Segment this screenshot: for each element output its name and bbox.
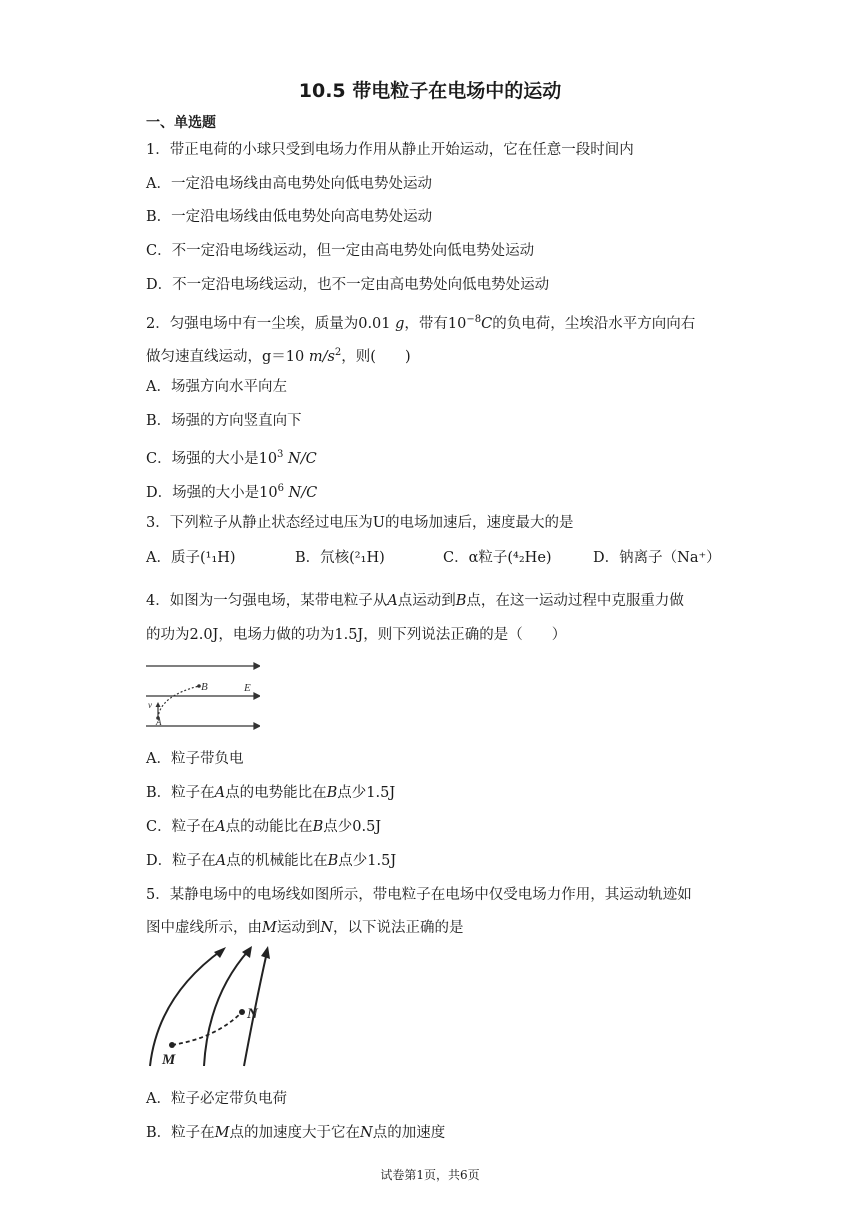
section-heading: 一、单选题: [146, 115, 216, 131]
field-arrow-bottom: [254, 723, 260, 729]
q4-option-a: A．粒子带负电: [146, 751, 244, 767]
q5-stem-line2: 图中虚线所示，由M运动到N，以下说法正确的是: [146, 920, 464, 936]
page-title: 10.5 带电粒子在电场中的运动: [298, 80, 562, 102]
q1-option-b: B．一定沿电场线由低电势处向高电势处运动: [146, 209, 433, 225]
field-line-2: [204, 950, 249, 1066]
q1-option-a: A．一定沿电场线由高电势处向低电势处运动: [146, 176, 432, 192]
label-a: A: [156, 717, 162, 727]
q3-stem: 3．下列粒子从静止状态经过电压为U的电场加速后，速度最大的是: [146, 515, 574, 531]
field-arrow-3: [261, 946, 270, 959]
q4-option-b: B．粒子在A点的电势能比在B点少1.5J: [146, 785, 396, 801]
q5-option-a: A．粒子必定带负电荷: [146, 1091, 287, 1107]
q2-option-b: B．场强的方向竖直向下: [146, 413, 302, 429]
trajectory-dashed: [158, 686, 199, 718]
point-n: [239, 1009, 245, 1015]
field-line-1: [150, 950, 222, 1066]
q3-option-d: D．钠离子（Na⁺）: [593, 550, 721, 566]
q5-option-b: B．粒子在M点的加速度大于它在N点的加速度: [146, 1125, 446, 1141]
point-m: [169, 1042, 175, 1048]
q4-option-c: C．粒子在A点的动能比在B点少0.5J: [146, 819, 382, 835]
q2-stem-line2: 做匀速直线运动，g＝10 $m/s^2$，则( ): [146, 347, 411, 365]
q4-option-d: D．粒子在A点的机械能比在B点少1.5J: [146, 853, 397, 869]
q1-option-d: D．不一定沿电场线运动，也不一定由高电势处向低电势处运动: [146, 277, 550, 293]
velocity-arrowhead: [156, 702, 161, 707]
field-arrow-top: [254, 663, 260, 669]
field-arrow-1: [214, 947, 226, 958]
page-footer: 试卷第1页，共6页: [380, 1168, 480, 1182]
q2-stem-line1: 2．匀强电场中有一尘埃，质量为0.01 g，带有$10^{-8}C$的负电荷，尘埃沿水平方向向右: [146, 314, 696, 332]
q1-option-c: C．不一定沿电场线运动，但一定由高电势处向低电势处运动: [146, 243, 535, 259]
label-v: v: [148, 700, 152, 710]
uniform-field-figure: [144, 660, 260, 732]
label-b: B: [201, 681, 208, 693]
q5-stem-line1: 5．某静电场中的电场线如图所示，带电粒子在电场中仅受电场力作用，其运动轨迹如: [146, 887, 692, 903]
q2-option-a: A．场强方向水平向左: [146, 379, 287, 395]
q4-stem-line1: 4．如图为一匀强电场，某带电粒子从A点运动到B点，在这一运动过程中克服重力做: [146, 593, 684, 609]
q3-option-c: C．α粒子(⁴₂He): [443, 550, 552, 566]
q3-option-b: B．氘核(²₁H): [295, 550, 385, 566]
q2-option-c: C．场强的大小是$10^3$ N/C: [146, 449, 317, 467]
q3-option-a: A．质子(¹₁H): [146, 550, 236, 566]
label-e: E: [244, 682, 251, 694]
q4-stem-line2: 的功为2.0J，电场力做的功为1.5J，则下列说法正确的是（ ）: [146, 627, 567, 643]
q2-option-d: D．场强的大小是$10^6$ N/C: [146, 483, 318, 501]
electric-field-lines-figure: [146, 946, 276, 1070]
label-n: N: [247, 1006, 258, 1022]
q1-stem: 1．带正电荷的小球只受到电场力作用从静止开始运动，它在任意一段时间内: [146, 142, 634, 158]
field-arrow-middle: [254, 693, 260, 699]
label-m: M: [162, 1052, 176, 1068]
